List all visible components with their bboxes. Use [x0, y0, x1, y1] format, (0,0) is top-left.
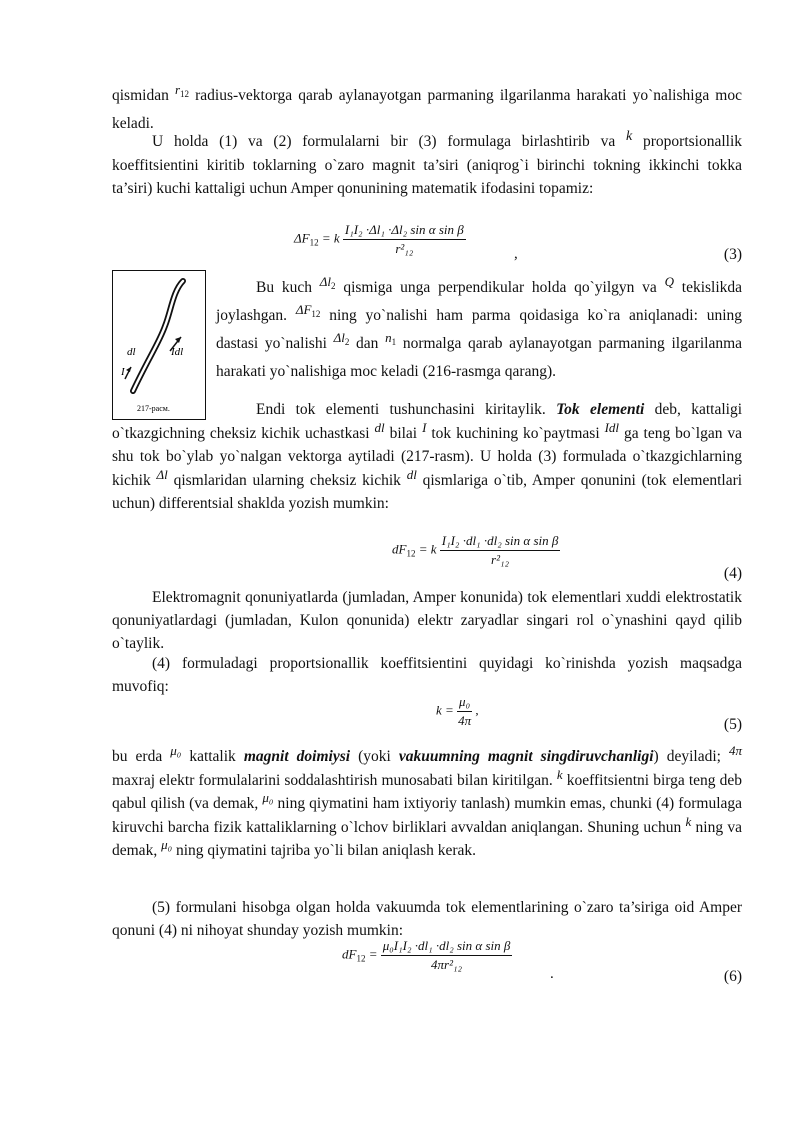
text: U holda (1) va (2) formulalarni bir (3) formulaga birlashtirib va [152, 133, 616, 150]
fraction: $\frac{\text{μ₀I₁I₂ ·dl₁ ·dl₂ sin α sin β}}{\text{4πr²₁₂}}$ [382, 938, 511, 972]
math-Idl: Idl [604, 419, 620, 435]
paragraph-8: (5) formulani hisobga olgan holda vakuumda tok elementlarining o`zaro ta’siriga oid Amper qonuni (4) ni nihoyat shunday yozish mumkin: [112, 899, 742, 939]
fraction: $\frac{\text{I₁I₂ ·dl₁ ·dl₂ sin α sin β}}{\text{r²₁₂}}$ [441, 533, 559, 567]
math-4pi: 4π [728, 743, 742, 758]
paragraph-2 [112, 130, 742, 200]
equation-3-number: (3) [723, 246, 742, 263]
math-I: I [422, 419, 427, 435]
paragraph-7: bu erda $^{\mu_0}$ kattalik magnit doimiysi (yoki vakuumning magnit singdiruvchanligi) deyiladi; $^{4\pi}$ maxraj elektr formulalarini soddalashtirish munosabati bilan kiritilgan. $^k$ koeffitsientni birga teng deb qabul qilish (va demak, $^{\mu_0}$ ning qiymatini ham ixtiyoriy tanlash) mumkin emas, chunki (4) formulaga kiruvchi barcha fizik kattaliklarning o`lchov birliklari avvaldan aniqlangan. Shuning uchun $^k$ ning va demak, $^{\mu_0}$ ning qiymatini tajriba yo`li bilan aniqlash kerak. [112, 743, 743, 859]
text: radius-vektorga qarab aylanayotgan parmaning ilgarilanma harakati yo`nalishiga moc keladi. [112, 87, 742, 132]
label-dl: dl [127, 346, 136, 358]
term-magnit-doimiysi: magnit doimiysi [243, 748, 351, 765]
math-mu0: μ₀ [170, 743, 182, 758]
conductor-drawing [113, 271, 205, 419]
term-magnit-singdiruvchanligi: vakuumning magnit singdiruvchanligi [398, 748, 654, 765]
math-dl2: Δl2 [319, 274, 336, 291]
math-Q: Q [664, 274, 674, 289]
math-Dl: Δl [156, 466, 168, 482]
equation-5-number: (5) [723, 716, 742, 733]
math-dl-2: dl [406, 466, 417, 482]
paragraph-5: Elektromagnit qonuniyatlarda (jumladan, Amper konunida) tok elementlari xuddi elektrostatik qonuniyatlardagi (jumladan, Kulon qonunida) elektr zaryadlar singari rol o`ynashini qayd qilib o`taylik. [112, 589, 742, 652]
math-k: k [685, 813, 692, 829]
equation-3-comma: , [514, 246, 518, 262]
term-tok-elementi: Tok elementi [556, 401, 645, 418]
equation-3: $\Delta F_{12} = k$ $\frac{\text{I₁I₂ ·Δl₁ ·Δl₂ sin α sin β}}{\text{r²₁₂}}$ [294, 222, 464, 256]
equation-5: k = $\frac{\text{μ₀}}{4\pi}$ , [436, 694, 479, 728]
label-I: I [121, 366, 125, 378]
math-dl: dl [374, 419, 385, 435]
math-mu0: μ₀ [262, 790, 274, 805]
math-n1: n1 [385, 330, 397, 347]
math-dl2b: Δl2 [333, 330, 350, 347]
math-k: k [626, 129, 633, 144]
text: qismidan [112, 87, 169, 104]
math-F12: ΔF12 [295, 302, 321, 319]
math-mu0: μ₀ [161, 837, 173, 852]
equation-4-number: (4) [723, 565, 742, 582]
label-Idl: Idl [171, 346, 184, 358]
equation-6-period: . [550, 966, 554, 982]
fraction: $\frac{\text{I₁I₂ ·Δl₁ ·Δl₂ sin α sin β}}{\text{r²₁₂}}$ [344, 222, 464, 256]
paragraph-1 [112, 84, 742, 135]
math-k: k [556, 766, 563, 782]
math-r12: r12 [174, 82, 190, 99]
figure-caption: 217-расм. [137, 404, 170, 413]
text: proportsionallik koeffitsientini kiritib toklarning o`zaro magnit ta’siri (aniqrog`i birinchi tokning ikkinchi tokka ta’siri) kuchi kattaligi uchun Amper qonunining matematik ifodasini topamiz: [112, 133, 743, 197]
equation-4: $dF_{12} = k$ $\frac{\text{I₁I₂ ·dl₁ ·dl₂ sin α sin β}}{\text{r²₁₂}}$ [392, 533, 559, 567]
paragraph-4: Endi tok elementi tushunchasini kiritaylik. Tok elementi deb, kattaligi o`tkazgichning cheksiz kichik uchastkasi $^{dl}$ bilai $^I$ tok kuchining ko`paytmasi $^{Idl}$ ga teng bo`lgan va shu tok bo`ylab yo`nalgan vektorga aytiladi (217-rasm). U holda (3) formulada o`tkazgichlarning kichik $^{\Delta l}$ qismlaridan ularning cheksiz kichik $^{dl}$ qismlariga o`tib, Amper qonunini (tok elementlari uchun) differentsial shaklda yozish mumkin: [112, 401, 743, 512]
equation-6-number: (6) [723, 968, 742, 985]
fraction: $\frac{\text{μ₀}}{4\pi}$ [458, 694, 472, 728]
equation-6: $dF_{12}$ = $\frac{\text{μ₀I₁I₂ ·dl₁ ·dl₂ sin α sin β}}{\text{4πr²₁₂}}$ [342, 938, 511, 972]
paragraph-6: (4) formuladagi proportsionallik koeffitsientini quyidagi ko`rinishda yozish maqsadga muvofiq: [112, 655, 742, 695]
paragraph-3: Bu kuch $^{\Delta l_2}$ qismiga unga perpendikular holda qo`yilgyn va $^Q$ tekislikda joylashgan. $^{\Delta F_{12}}$ ning yo`nalishi ham parma qoidasiga ko`ra aniqlanadi: uning dastasi yo`nalishi $^{\Delta l_2}$ dan $^{n_1}$ normalga qarab aylanayotgan parmaning ilgarilanma harakati yo`nalishiga moc keladi (216-rasmga qarang). [216, 274, 743, 380]
